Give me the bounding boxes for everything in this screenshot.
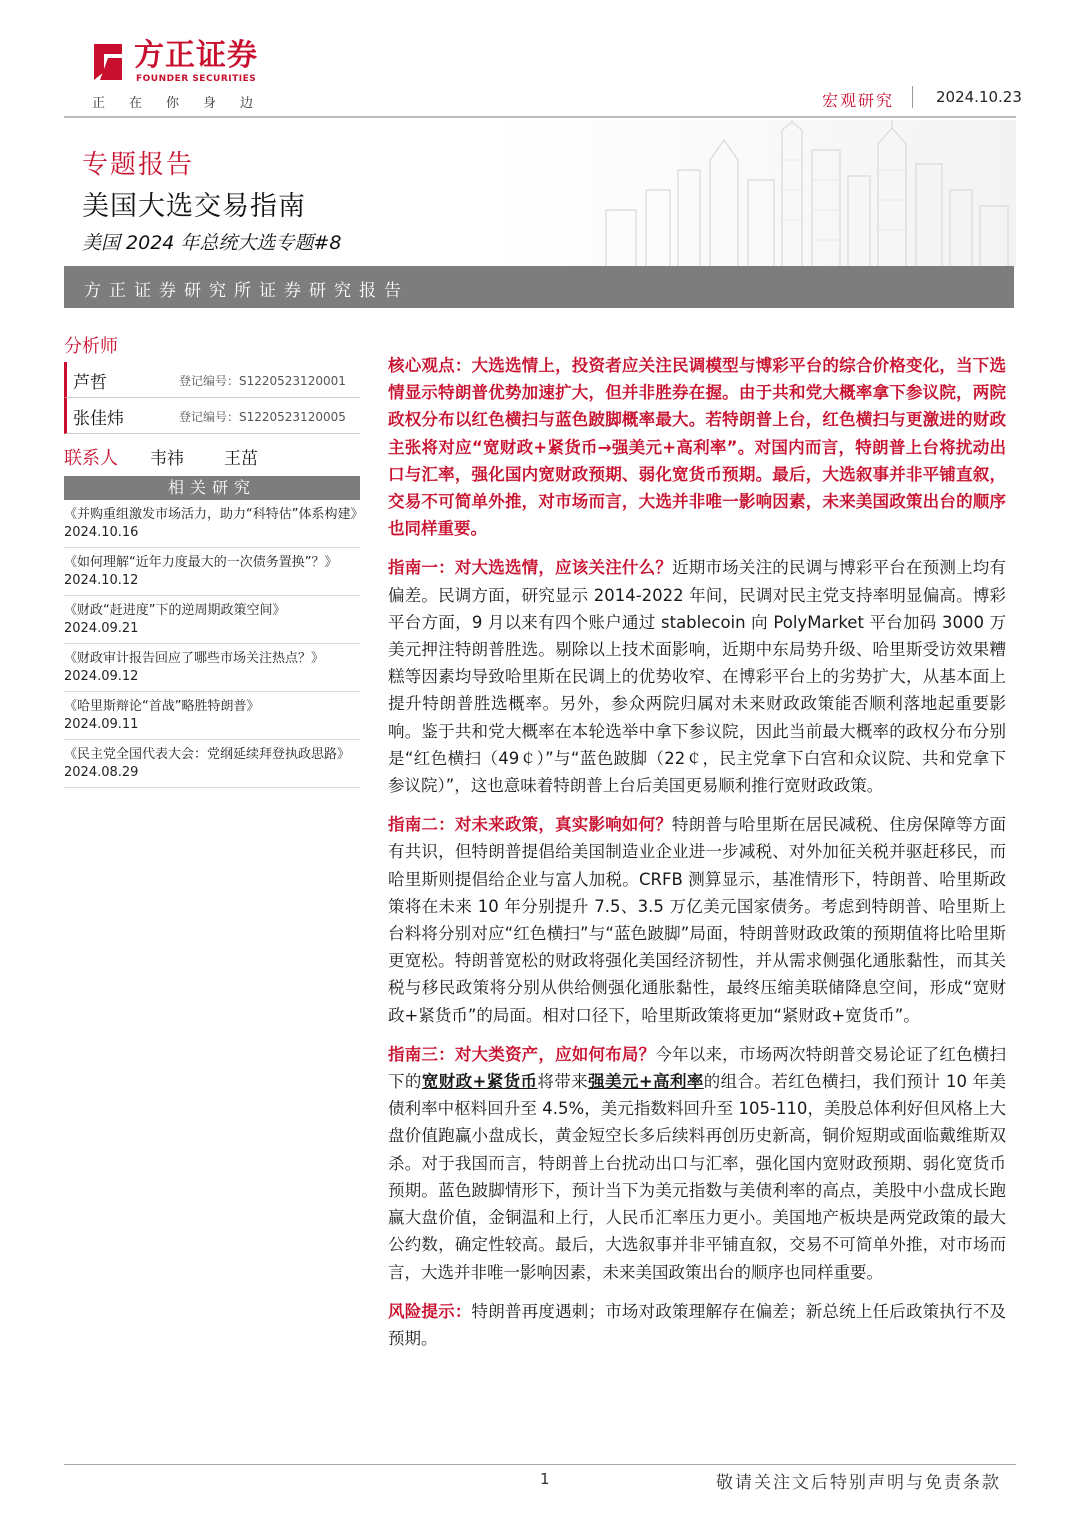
related-research-item[interactable] <box>64 596 360 644</box>
analyst-row <box>64 362 360 398</box>
guide-two-paragraph <box>388 811 1006 1029</box>
document-type: 专题报告 <box>82 150 195 180</box>
analyst-name: 芦哲 <box>73 373 107 393</box>
contact-row <box>64 444 360 472</box>
risk-paragraph <box>388 1298 1006 1352</box>
analyst-registration: 登记编号：S1220523120005 <box>179 410 346 424</box>
contact-name: 王茁 <box>224 449 258 469</box>
risk-text: 特朗普再度遇刺；市场对政策理解存在偏差；新总统上任后政策执行不及预期。 <box>388 1301 1007 1348</box>
logo-text-en: FOUNDER SECURITIES <box>136 74 257 84</box>
related-title: 《财政“赶进度”下的逆周期政策空间》 <box>64 603 286 618</box>
guide-one-text: 近期市场关注的民调与博彩平台在预测上均有偏差。民调方面，研究显示 2014-2022 年间，民调对民主党支持率明显偏高。博彩平台方面，9 月以来有四个账户通过 stablecoin 向 PolyMarket 平台加码 3000 万美元押注特朗普胜选。剔除以上技术面影响，近期中东局势升级、哈里斯受访效果糟糕等因素均导致哈里斯在民调上的优势收窄、在博彩平台上的劣势扩大，从基本面上提升特朗普胜选概率。另外，参众两院归属对未来财政政策能否顺利落地起重要影响。鉴于共和党大概率在本轮选举中拿下参议院，因此当前最大概率的政权分布分别是“红色横扫（49￠）”与“蓝色跛脚（22￠，民主党拿下白宫和众议院、共和党拿下参议院）”，这也意味着特朗普上台后美国更易顺利推行宽财政政策。 <box>388 558 1007 796</box>
contact-name: 韦祎 <box>150 449 184 469</box>
related-date: 2024.10.12 <box>64 573 139 588</box>
guide-three-text: 今年以来，市场两次特朗普交易论证了红色横扫下的 <box>388 1044 1007 1092</box>
related-title: 《民主党全国代表大会：党纲延续拜登执政思路》 <box>64 747 351 762</box>
slogan: 正在你身边 <box>92 96 278 111</box>
related-title: 《财政审计报告回应了哪些市场关注热点？》 <box>64 651 325 666</box>
related-research-item[interactable] <box>64 500 364 548</box>
sidebar <box>64 332 364 788</box>
disclaimer-note: 敬请关注文后特别声明与免责条款 <box>716 1473 1001 1493</box>
analyst-label: 分析师 <box>64 336 118 357</box>
related-research-item[interactable] <box>64 644 360 692</box>
header-divider <box>912 86 913 108</box>
related-title: 《并购重组激发市场活力，助力“科特估”体系构建》 <box>64 507 364 522</box>
guide-one-paragraph <box>388 554 1006 799</box>
analyst-row <box>64 398 360 434</box>
related-title: 《哈里斯辩论“首战”略胜特朗普》 <box>64 699 260 714</box>
report-body <box>388 352 1006 1364</box>
header-rule <box>64 116 1016 118</box>
logo-text-cn: 方正证券 <box>134 38 258 73</box>
related-date: 2024.10.16 <box>64 525 139 540</box>
guide-two-heading: 指南二：对未来政策，真实影响如何？ <box>388 815 673 835</box>
related-research-item[interactable] <box>64 548 360 596</box>
guide-three-paragraph <box>388 1041 1006 1286</box>
footer-rule <box>64 1464 1016 1465</box>
related-research-header: 相关研究 <box>64 476 360 500</box>
founder-logo-icon <box>88 42 128 82</box>
contact-label: 联系人 <box>64 448 118 469</box>
guide-three-text: 的组合。若红色横扫，我们预计 10 年美债利率中枢料回升至 4.5%，美元指数料回升至 105-110，美股总体利好但风格上大盘价值跑赢小盘成长，黄金短空长多后续料再创历史新高，铜价短期或面临戴维斯双杀。对于我国而言，特朗普上台扰动出口与汇率，强化国内宽财政预期、弱化宽货币预期。蓝色跛脚情形下，预计当下为美元指数与美债利率的高点，美股中小盘成长跑赢大盘价值，金铜温和上行，人民币汇率压力更小。美国地产板块是两党政策的最大公约数，确定性较高。最后，大选叙事并非平铺直叙，交易不可简单外推，对市场而言，大选并非唯一影响因素，未来美国政策出台的顺序也同样重要。 <box>388 1072 1007 1282</box>
guide-three-heading: 指南三：对大类资产，应如何布局？ <box>388 1044 656 1064</box>
page-number: 1 <box>540 1470 550 1488</box>
report-date: 2024.10.23 <box>936 88 1022 106</box>
emphasis-fiscal-monetary: 宽财政+紧货币 <box>421 1072 538 1092</box>
related-title: 《如何理解“近年力度最大的一次债务置换”？》 <box>64 555 338 570</box>
related-research-item[interactable] <box>64 692 360 740</box>
guide-two-text: 特朗普与哈里斯在居民减税、住房保障等方面有共识，但特朗普提倡给美国制造业企业进一步减税、对外加征关税并驱赶移民，而哈里斯则提倡给企业与富人加税。CRFB 测算显示，基准情形下，特朗普、哈里斯政策将在未来 10 年分别提升 7.5、3.5 万亿美元国家债务。考虑到特朗普、哈里斯上台料将分别对应“红色横扫”与“蓝色跛脚”局面，特朗普财政政策的预期值将比哈里斯更宽松。特朗普宽松的财政将强化美国经济韧性，并从需求侧强化通胀黏性，而其关税与移民政策将分别从供给侧强化通胀黏性，最终压缩美联储降息空间，形成“宽财政+紧货币”的局面。相对口径下，哈里斯政策将更加“紧财政+宽货币”。 <box>388 815 1007 1025</box>
risk-heading: 风险提示： <box>388 1301 472 1321</box>
report-category: 宏观研究 <box>822 91 895 110</box>
emphasis-dollar-rates: 强美元+高利率 <box>588 1072 704 1092</box>
guide-three-text: 将带来 <box>537 1072 589 1092</box>
city-skyline-illustration <box>586 120 1016 268</box>
analyst-name: 张佳炜 <box>73 409 124 429</box>
document-title: 美国大选交易指南 <box>82 191 306 222</box>
core-viewpoint: 核心观点：大选选情上，投资者应关注民调模型与博彩平台的综合价格变化，当下选情显示特朗普优势加速扩大，但并非胜券在握。由于共和党大概率拿下参议院，两院政权分布以红色横扫与蓝色跛脚概率最大。若特朗普上台，红色横扫与更激进的财政主张将对应“宽财政+紧货币→强美元+高利率”。对国内而言，特朗普上台将扰动出口与汇率，强化国内宽财政预期、弱化宽货币预期。最后，大选叙事并非平铺直叙，交易不可简单外推，对市场而言，大选并非唯一影响因素，未来美国政策出台的顺序也同样重要。 <box>388 356 1006 539</box>
document-subtitle: 美国 2024 年总统大选专题#8 <box>82 232 342 254</box>
related-date: 2024.09.11 <box>64 717 139 732</box>
guide-one-heading: 指南一：对大选选情，应该关注什么？ <box>388 558 673 578</box>
related-date: 2024.09.12 <box>64 669 139 684</box>
related-research-item[interactable] <box>64 740 360 788</box>
institute-band-text: 方正证券研究所证券研究报告 <box>84 281 409 301</box>
related-date: 2024.09.21 <box>64 621 139 636</box>
related-date: 2024.08.29 <box>64 765 139 780</box>
analyst-registration: 登记编号：S1220523120001 <box>179 374 346 388</box>
